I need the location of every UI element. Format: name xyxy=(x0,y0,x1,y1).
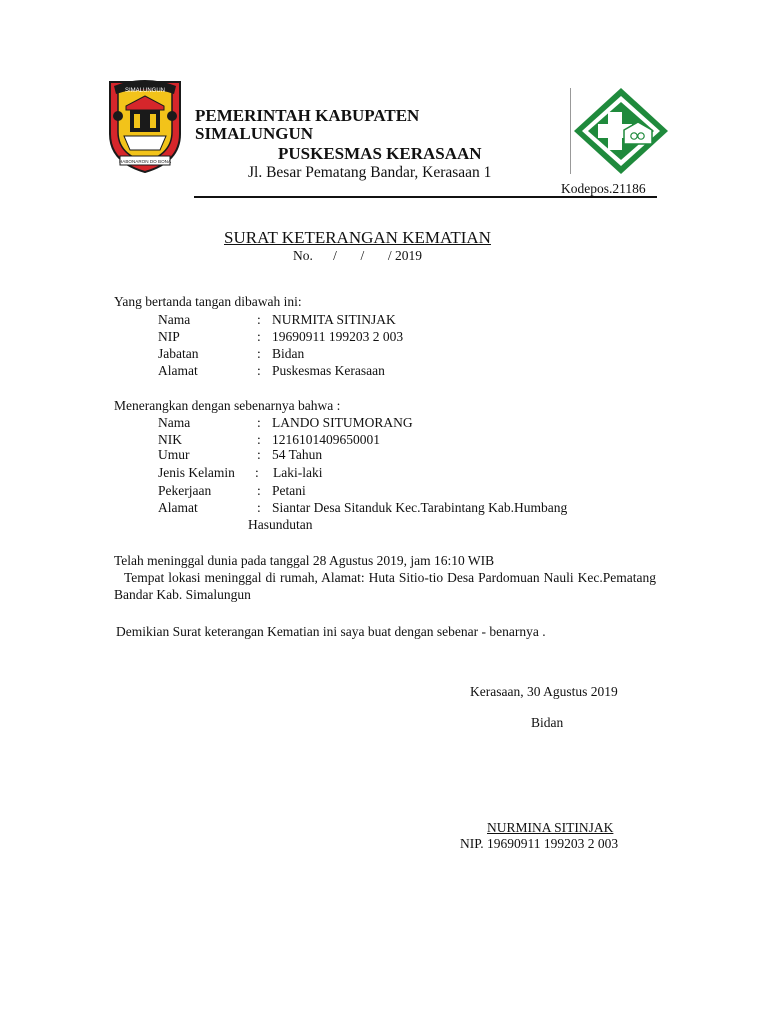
colon: : xyxy=(257,500,261,515)
signatory-nip-label: NIP xyxy=(158,329,180,344)
colon: : xyxy=(257,329,261,344)
deceased-age-value: 54 Tahun xyxy=(272,447,323,462)
puskesmas-logo xyxy=(572,86,670,176)
signature-nip: NIP. 19690911 199203 2 003 xyxy=(460,836,619,851)
closing-statement: Demikian Surat keterangan Kematian ini saya buat dengan sebenar - benarnya . xyxy=(116,624,546,639)
location-statement xyxy=(114,569,656,603)
signatory-nip-value: 19690911 199203 2 003 xyxy=(272,329,404,344)
deceased-age-label: Umur xyxy=(158,447,190,462)
deceased-name-label: Nama xyxy=(158,415,191,430)
colon: : xyxy=(255,465,259,480)
deceased-occupation-value: Petani xyxy=(272,483,306,498)
header-address: Jl. Besar Pematang Bandar, Kerasaan 1 xyxy=(248,164,492,181)
deceased-occupation-label: Pekerjaan xyxy=(158,483,212,498)
location-statement-text: Tempat lokasi meninggal di rumah, Alamat: Huta Sitio-tio Desa Pardomuan Nauli Kec.Pematang Bandar Kab. Simalungun xyxy=(114,570,656,602)
deceased-address-label: Alamat xyxy=(158,500,198,515)
signature-position: Bidan xyxy=(531,715,564,730)
deceased-name-value: LANDO SITUMORANG xyxy=(272,415,413,430)
signatory-name-label: Nama xyxy=(158,312,191,327)
signature-name: NURMINA SITINJAK xyxy=(487,820,614,835)
signatory-position-label: Jabatan xyxy=(158,346,199,361)
header-line-1: PEMERINTAH KABUPATEN xyxy=(195,106,420,125)
header-line-2: SIMALUNGUN xyxy=(195,124,314,143)
signatory-address-label: Alamat xyxy=(158,363,198,378)
colon: : xyxy=(257,312,261,327)
simalungun-emblem-logo xyxy=(104,76,186,174)
deceased-address-value-continued: Hasundutan xyxy=(248,517,313,532)
death-statement: Telah meninggal dunia pada tanggal 28 Agustus 2019, jam 16:10 WIB xyxy=(114,553,495,568)
colon: : xyxy=(257,483,261,498)
deceased-intro: Menerangkan dengan sebenarnya bahwa : xyxy=(114,398,341,413)
document-title: SURAT KETERANGAN KEMATIAN xyxy=(224,228,491,247)
header-rule xyxy=(194,196,657,198)
deceased-nik-label: NIK xyxy=(158,432,182,447)
signatory-address-value: Puskesmas Kerasaan xyxy=(272,363,385,378)
colon: : xyxy=(257,415,261,430)
deceased-address-value: Siantar Desa Sitanduk Kec.Tarabintang Kab.Humbang xyxy=(272,500,568,515)
deceased-sex-label: Jenis Kelamin xyxy=(158,465,235,480)
signatory-position-value: Bidan xyxy=(272,346,305,361)
header-kodepos: Kodepos.21186 xyxy=(561,181,646,196)
header-divider-vertical xyxy=(570,88,571,174)
deceased-sex-value: Laki-laki xyxy=(273,465,323,480)
colon: : xyxy=(257,346,261,361)
signatory-intro: Yang bertanda tangan dibawah ini: xyxy=(114,294,302,309)
emblem-bottom-text: HABONARON DO BONA xyxy=(118,159,172,164)
document-number: No. / / / 2019 xyxy=(293,248,423,263)
emblem-top-text: SIMALUNGUN xyxy=(124,88,166,94)
colon: : xyxy=(257,363,261,378)
signature-place-date: Kerasaan, 30 Agustus 2019 xyxy=(470,684,618,699)
header-institution: PUSKESMAS KERASAAN xyxy=(278,144,482,163)
colon: : xyxy=(257,447,261,462)
colon: : xyxy=(257,432,261,447)
deceased-nik-value: 1216101409650001 xyxy=(272,432,380,447)
signatory-name-value: NURMITA SITINJAK xyxy=(272,312,396,327)
